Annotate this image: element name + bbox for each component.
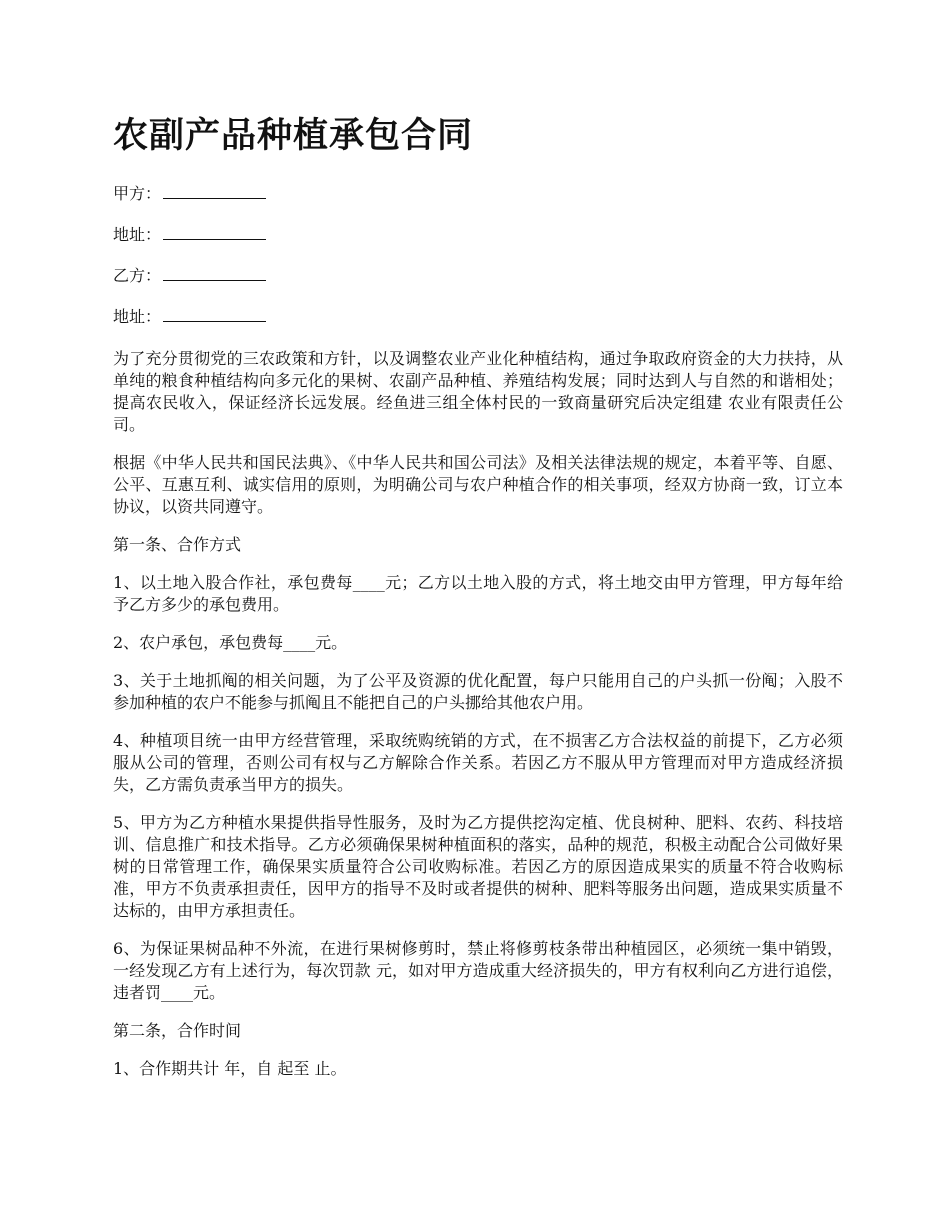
clause-1-2: 2、农户承包，承包费每____元。: [113, 633, 348, 652]
document-title: 农副产品种植承包合同: [113, 115, 474, 156]
section-2-heading: 第二条，合作时间: [113, 1021, 242, 1040]
clause-1-1: 1、以土地入股合作社，承包费每____元；乙方以土地入股的方式，将土地交由甲方管理，甲方每年给予乙方多少的承包费用。: [113, 573, 843, 614]
clause-1-3: 3、关于土地抓阄的相关问题，为了公平及资源的优化配置，每户只能用自己的户头抓一份阄；入股不参加种植的农户不能参与抓阄且不能把自己的户头挪给其他农户用。: [113, 671, 843, 712]
clause-2-1: 1、合作期共计 年，自 起至 止。: [113, 1059, 347, 1078]
section-1-heading: 第一条、合作方式: [113, 535, 242, 554]
party-b-address-label: 地址：: [113, 307, 162, 326]
contract-page: [113, 112, 843, 1096]
party-a-blank: [163, 182, 266, 199]
party-b-address-blank: [163, 305, 266, 322]
clause-1-4: 4、种植项目统一由甲方经营管理，采取统购统销的方式，在不损害乙方合法权益的前提下，乙方必须服从公司的管理，否则公司有权与乙方解除合作关系。若因乙方不服从甲方管理而对甲方造成经济损失，乙方需负责承当甲方的损失。: [113, 731, 843, 794]
intro-paragraph-2: 根据《中华人民共和国民法典》、《中华人民共和国公司法》及相关法律法规的规定，本着平等、自愿、公平、互惠互利、诚实信用的原则，为明确公司与农户种植合作的相关事项，经双方协商一致，订立本协议，以资共同遵守。: [113, 453, 843, 516]
party-b-label: 乙方：: [113, 266, 162, 285]
intro-paragraph-1: 为了充分贯彻党的三农政策和方针，以及调整农业产业化种植结构，通过争取政府资金的大力扶持，从单纯的粮食种植结构向多元化的果树、农副产品种植、养殖结构发展；同时达到人与自然的和谐相处；提高农民收入，保证经济长远发展。经鱼进三组全体村民的一致商量研究后决定组建 农业有限责任公司。: [113, 349, 843, 434]
party-b-blank: [163, 264, 266, 281]
party-a-address-label: 地址：: [113, 225, 162, 244]
party-b-address-field: [113, 305, 843, 329]
clause-1-6: 6、为保证果树品种不外流，在进行果树修剪时，禁止将修剪枝条带出种植园区，必须统一集中销毁，一经发现乙方有上述行为，每次罚款 元，如对甲方造成重大经济损失的，甲方有权利向乙方进行追偿，违者罚____元。: [113, 939, 843, 1002]
clause-1-5: 5、甲方为乙方种植水果提供指导性服务，及时为乙方提供挖沟定植、优良树种、肥料、农药、科技培训、信息推广和技术指导。乙方必须确保果树种植面积的落实，品种的规范，积极主动配合公司做好果树的日常管理工作，确保果实质量符合公司收购标准。若因乙方的原因造成果实的质量不符合收购标准，甲方不负责承担责任，因甲方的指导不及时或者提供的树种、肥料等服务出问题，造成果实质量不达标的，由甲方承担责任。: [113, 813, 843, 920]
party-a-address-blank: [163, 223, 266, 240]
party-b-field: [113, 264, 843, 288]
party-a-address-field: [113, 223, 843, 247]
party-a-label: 甲方：: [113, 184, 162, 203]
party-a-field: [113, 182, 843, 206]
